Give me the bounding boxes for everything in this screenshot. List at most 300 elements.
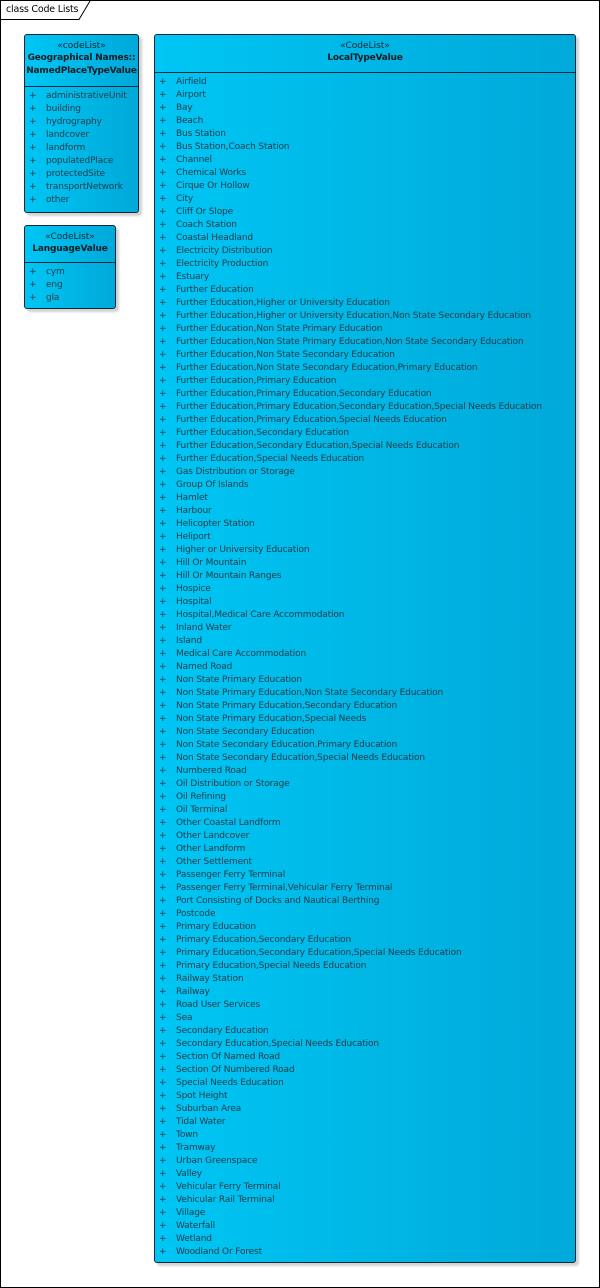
public-visibility-icon: +	[29, 169, 37, 179]
diagram-frame-tab	[1, 1, 91, 19]
attribute-name: Secondary Education	[176, 1026, 269, 1036]
attribute-name: Tramway	[176, 1143, 216, 1153]
public-visibility-icon: +	[159, 233, 167, 243]
public-visibility-icon: +	[159, 181, 167, 191]
attribute-row[interactable]	[155, 674, 575, 687]
attribute-row[interactable]	[155, 1090, 575, 1103]
attribute-row[interactable]	[155, 726, 575, 739]
attribute-name: Port Consisting of Docks and Nautical Berthing	[176, 896, 380, 906]
public-visibility-icon: +	[159, 1039, 167, 1049]
attribute-row[interactable]	[155, 570, 575, 583]
attribute-row[interactable]	[155, 453, 575, 466]
public-visibility-icon: +	[159, 870, 167, 880]
public-visibility-icon: +	[159, 701, 167, 711]
attribute-row[interactable]	[155, 323, 575, 336]
public-visibility-icon: +	[29, 293, 37, 303]
public-visibility-icon: +	[159, 376, 167, 386]
attribute-row[interactable]	[155, 1038, 575, 1051]
public-visibility-icon: +	[159, 168, 167, 178]
attribute-name: Non State Primary Education,Secondary Education	[176, 701, 398, 711]
attribute-row[interactable]	[155, 817, 575, 830]
attribute-row[interactable]	[155, 1207, 575, 1220]
attribute-name: Village	[176, 1208, 206, 1218]
public-visibility-icon: +	[159, 428, 167, 438]
attribute-row[interactable]	[25, 181, 138, 194]
attribute-row[interactable]	[155, 128, 575, 141]
public-visibility-icon: +	[159, 363, 167, 373]
public-visibility-icon: +	[159, 77, 167, 87]
attribute-name: Numbered Road	[176, 766, 247, 776]
attribute-list	[155, 73, 575, 1259]
attribute-row[interactable]	[155, 856, 575, 869]
attribute-row[interactable]	[155, 921, 575, 934]
attribute-row[interactable]	[155, 700, 575, 713]
public-visibility-icon: +	[29, 156, 37, 166]
public-visibility-icon: +	[159, 636, 167, 646]
public-visibility-icon: +	[29, 280, 37, 290]
attribute-name: Other Landform	[176, 844, 246, 854]
public-visibility-icon: +	[159, 493, 167, 503]
attribute-name: populatedPlace	[46, 156, 114, 166]
public-visibility-icon: +	[29, 130, 37, 140]
attribute-name: Further Education,Higher or University Education	[176, 298, 390, 308]
public-visibility-icon: +	[159, 506, 167, 516]
attribute-row[interactable]	[155, 973, 575, 986]
attribute-row[interactable]	[25, 194, 138, 207]
attribute-name: Island	[176, 636, 202, 646]
attribute-row[interactable]	[155, 388, 575, 401]
attribute-name: Section Of Numbered Road	[176, 1065, 295, 1075]
attribute-name: Further Education,Secondary Education	[176, 428, 349, 438]
attribute-row[interactable]	[155, 154, 575, 167]
attribute-row[interactable]	[155, 193, 575, 206]
attribute-row[interactable]	[155, 1103, 575, 1116]
class-local-type-value[interactable]	[154, 34, 576, 1263]
public-visibility-icon: +	[159, 1013, 167, 1023]
public-visibility-icon: +	[159, 974, 167, 984]
public-visibility-icon: +	[159, 220, 167, 230]
public-visibility-icon: +	[159, 675, 167, 685]
attribute-row[interactable]	[155, 609, 575, 622]
public-visibility-icon: +	[159, 415, 167, 425]
class-name: LocalTypeValue	[327, 53, 403, 63]
public-visibility-icon: +	[159, 584, 167, 594]
attribute-row[interactable]	[155, 661, 575, 674]
attribute-row[interactable]	[155, 1129, 575, 1142]
attribute-row[interactable]	[155, 999, 575, 1012]
attribute-row[interactable]	[155, 401, 575, 414]
attribute-name: Hamlet	[176, 493, 208, 503]
attribute-name: Section Of Named Road	[176, 1052, 280, 1062]
public-visibility-icon: +	[159, 844, 167, 854]
public-visibility-icon: +	[159, 272, 167, 282]
attribute-row[interactable]	[155, 934, 575, 947]
attribute-name: Non State Secondary Education,Primary Education	[176, 740, 398, 750]
public-visibility-icon: +	[159, 909, 167, 919]
attribute-row[interactable]	[155, 1181, 575, 1194]
class-header	[155, 35, 575, 73]
public-visibility-icon: +	[159, 298, 167, 308]
attribute-name: Beach	[176, 116, 204, 126]
attribute-name: Gas Distribution or Storage	[176, 467, 295, 477]
public-visibility-icon: +	[159, 285, 167, 295]
attribute-row[interactable]	[155, 622, 575, 635]
public-visibility-icon: +	[159, 441, 167, 451]
attribute-row[interactable]	[155, 1233, 575, 1246]
attribute-name: Further Education	[176, 285, 254, 295]
attribute-row[interactable]	[25, 142, 138, 155]
attribute-name: Secondary Education,Special Needs Education	[176, 1039, 379, 1049]
attribute-row[interactable]	[155, 869, 575, 882]
public-visibility-icon: +	[159, 896, 167, 906]
attribute-name: Airfield	[176, 77, 207, 87]
attribute-name: Valley	[176, 1169, 202, 1179]
attribute-name: Sea	[176, 1013, 193, 1023]
public-visibility-icon: +	[159, 1117, 167, 1127]
attribute-name: Special Needs Education	[176, 1078, 284, 1088]
attribute-list	[25, 263, 115, 305]
class-language-value[interactable]	[24, 225, 116, 309]
attribute-name: Hill Or Mountain	[176, 558, 247, 568]
attribute-name: Harbour	[176, 506, 212, 516]
public-visibility-icon: +	[159, 831, 167, 841]
attribute-row[interactable]	[155, 466, 575, 479]
attribute-name: Further Education,Non State Secondary Education	[176, 350, 395, 360]
public-visibility-icon: +	[159, 948, 167, 958]
attribute-name: Oil Refining	[176, 792, 226, 802]
attribute-name: Estuary	[176, 272, 210, 282]
public-visibility-icon: +	[159, 766, 167, 776]
attribute-row[interactable]	[155, 492, 575, 505]
attribute-row[interactable]	[25, 103, 138, 116]
class-header	[25, 226, 115, 263]
diagram-title: class Code Lists	[6, 4, 79, 15]
attribute-row[interactable]	[155, 518, 575, 531]
attribute-row[interactable]	[155, 375, 575, 388]
attribute-list	[25, 87, 138, 207]
attribute-name: Woodland Or Forest	[176, 1247, 262, 1257]
public-visibility-icon: +	[159, 129, 167, 139]
public-visibility-icon: +	[159, 454, 167, 464]
attribute-row[interactable]	[155, 1012, 575, 1025]
attribute-name: cym	[46, 267, 65, 277]
public-visibility-icon: +	[159, 1169, 167, 1179]
attribute-row[interactable]	[25, 292, 115, 305]
public-visibility-icon: +	[159, 1208, 167, 1218]
stereotype-label: «CodeList»	[340, 41, 390, 51]
attribute-name: Other Settlement	[176, 857, 252, 867]
attribute-name: Hill Or Mountain Ranges	[176, 571, 282, 581]
attribute-row[interactable]	[155, 739, 575, 752]
attribute-name: Passenger Ferry Terminal,Vehicular Ferry Terminal	[176, 883, 393, 893]
attribute-row[interactable]	[155, 271, 575, 284]
attribute-row[interactable]	[155, 713, 575, 726]
attribute-name: building	[46, 104, 81, 114]
public-visibility-icon: +	[159, 194, 167, 204]
attribute-row[interactable]	[155, 297, 575, 310]
public-visibility-icon: +	[159, 1234, 167, 1244]
attribute-name: Coastal Headland	[176, 233, 253, 243]
attribute-name: Non State Primary Education,Non State Secondary Education	[176, 688, 444, 698]
attribute-row[interactable]	[155, 687, 575, 700]
attribute-row[interactable]	[155, 544, 575, 557]
attribute-row[interactable]	[155, 102, 575, 115]
class-named-place-type-value[interactable]	[24, 34, 139, 213]
attribute-name: Railway	[176, 987, 210, 997]
public-visibility-icon: +	[159, 1143, 167, 1153]
attribute-name: Group Of Islands	[176, 480, 249, 490]
attribute-name: Cirque Or Hollow	[176, 181, 250, 191]
attribute-name: administrativeUnit	[46, 91, 127, 101]
attribute-row[interactable]	[155, 167, 575, 180]
attribute-name: Suburban Area	[176, 1104, 242, 1114]
class-name: LanguageValue	[32, 244, 108, 254]
public-visibility-icon: +	[159, 337, 167, 347]
attribute-row[interactable]	[155, 1077, 575, 1090]
attribute-name: Non State Secondary Education	[176, 727, 315, 737]
attribute-row[interactable]	[155, 414, 575, 427]
attribute-row[interactable]	[155, 557, 575, 570]
attribute-name: Wetland	[176, 1234, 212, 1244]
attribute-row[interactable]	[155, 336, 575, 349]
attribute-row[interactable]	[155, 1220, 575, 1233]
attribute-name: Medical Care Accommodation	[176, 649, 307, 659]
attribute-name: Non State Primary Education,Special Needs	[176, 714, 367, 724]
attribute-name: Named Road	[176, 662, 233, 672]
attribute-row[interactable]	[155, 596, 575, 609]
attribute-name: Higher or University Education	[176, 545, 310, 555]
attribute-row[interactable]	[155, 310, 575, 323]
attribute-row[interactable]	[155, 427, 575, 440]
attribute-name: Coach Station	[176, 220, 237, 230]
attribute-name: transportNetwork	[46, 182, 123, 192]
public-visibility-icon: +	[159, 753, 167, 763]
public-visibility-icon: +	[159, 1221, 167, 1231]
attribute-row[interactable]	[155, 284, 575, 297]
attribute-row[interactable]	[155, 895, 575, 908]
attribute-row[interactable]	[25, 129, 138, 142]
attribute-name: Postcode	[176, 909, 216, 919]
attribute-name: Heliport	[176, 532, 211, 542]
public-visibility-icon: +	[159, 402, 167, 412]
attribute-row[interactable]	[155, 804, 575, 817]
attribute-name: Bus Station	[176, 129, 226, 139]
attribute-row[interactable]	[155, 752, 575, 765]
attribute-row[interactable]	[155, 1025, 575, 1038]
attribute-row[interactable]	[25, 168, 138, 181]
attribute-row[interactable]	[155, 830, 575, 843]
attribute-row[interactable]	[155, 960, 575, 973]
attribute-row[interactable]	[155, 76, 575, 89]
attribute-row[interactable]	[155, 791, 575, 804]
attribute-row[interactable]	[155, 1155, 575, 1168]
attribute-name: Cliff Or Slope	[176, 207, 233, 217]
attribute-name: Urban Greenspace	[176, 1156, 258, 1166]
public-visibility-icon: +	[159, 350, 167, 360]
attribute-row[interactable]	[155, 362, 575, 375]
attribute-name: Channel	[176, 155, 212, 165]
attribute-name: eng	[46, 280, 63, 290]
public-visibility-icon: +	[159, 571, 167, 581]
attribute-name: Electricity Distribution	[176, 246, 273, 256]
public-visibility-icon: +	[159, 1130, 167, 1140]
public-visibility-icon: +	[159, 1078, 167, 1088]
attribute-name: hydrography	[46, 117, 102, 127]
attribute-row[interactable]	[155, 1142, 575, 1155]
attribute-row[interactable]	[155, 232, 575, 245]
public-visibility-icon: +	[159, 740, 167, 750]
attribute-name: Hospital,Medical Care Accommodation	[176, 610, 345, 620]
attribute-name: Primary Education,Secondary Education	[176, 935, 352, 945]
public-visibility-icon: +	[159, 1195, 167, 1205]
attribute-name: Electricity Production	[176, 259, 269, 269]
attribute-name: Primary Education	[176, 922, 256, 932]
stereotype-label: «CodeList»	[45, 232, 95, 242]
attribute-row[interactable]	[155, 219, 575, 232]
attribute-row[interactable]	[155, 947, 575, 960]
public-visibility-icon: +	[159, 207, 167, 217]
public-visibility-icon: +	[159, 961, 167, 971]
public-visibility-icon: +	[159, 1065, 167, 1075]
attribute-row[interactable]	[155, 245, 575, 258]
attribute-name: Other Landcover	[176, 831, 250, 841]
attribute-row[interactable]	[155, 635, 575, 648]
attribute-name: Tidal Water	[176, 1117, 226, 1127]
attribute-row[interactable]	[155, 1168, 575, 1181]
attribute-row[interactable]	[155, 778, 575, 791]
attribute-row[interactable]	[155, 115, 575, 128]
public-visibility-icon: +	[159, 714, 167, 724]
attribute-name: Vehicular Ferry Terminal	[176, 1182, 281, 1192]
attribute-row[interactable]	[155, 505, 575, 518]
attribute-row[interactable]	[155, 986, 575, 999]
public-visibility-icon: +	[159, 90, 167, 100]
attribute-row[interactable]	[155, 1194, 575, 1207]
attribute-name: Further Education,Non State Primary Education,Non State Secondary Education	[176, 337, 524, 347]
attribute-row[interactable]	[25, 279, 115, 292]
attribute-row[interactable]	[155, 531, 575, 544]
attribute-name: City	[176, 194, 194, 204]
attribute-name: Hospital	[176, 597, 212, 607]
public-visibility-icon: +	[159, 597, 167, 607]
attribute-row[interactable]	[25, 155, 138, 168]
attribute-name: Further Education,Primary Education,Special Needs Education	[176, 415, 447, 425]
attribute-name: Further Education,Higher or University Education,Non State Secondary Education	[176, 311, 531, 321]
public-visibility-icon: +	[159, 324, 167, 334]
attribute-name: Non State Secondary Education,Special Needs Education	[176, 753, 425, 763]
class-name-line2: NamedPlaceTypeValue	[26, 66, 137, 76]
public-visibility-icon: +	[159, 545, 167, 555]
public-visibility-icon: +	[159, 311, 167, 321]
attribute-row[interactable]	[155, 765, 575, 778]
attribute-name: other	[46, 195, 70, 205]
public-visibility-icon: +	[159, 389, 167, 399]
public-visibility-icon: +	[159, 532, 167, 542]
public-visibility-icon: +	[159, 727, 167, 737]
public-visibility-icon: +	[159, 558, 167, 568]
attribute-row[interactable]	[25, 90, 138, 103]
public-visibility-icon: +	[159, 1091, 167, 1101]
attribute-name: Inland Water	[176, 623, 232, 633]
attribute-name: Bus Station,Coach Station	[176, 142, 290, 152]
public-visibility-icon: +	[159, 259, 167, 269]
attribute-row[interactable]	[155, 349, 575, 362]
public-visibility-icon: +	[159, 883, 167, 893]
attribute-name: Other Coastal Landform	[176, 818, 281, 828]
public-visibility-icon: +	[29, 195, 37, 205]
attribute-row[interactable]	[155, 1051, 575, 1064]
attribute-row[interactable]	[155, 1064, 575, 1077]
public-visibility-icon: +	[159, 1182, 167, 1192]
attribute-name: Helicopter Station	[176, 519, 255, 529]
attribute-name: protectedSite	[46, 169, 105, 179]
attribute-row[interactable]	[25, 116, 138, 129]
public-visibility-icon: +	[159, 922, 167, 932]
attribute-name: Further Education,Non State Primary Education	[176, 324, 383, 334]
class-header	[25, 35, 138, 87]
public-visibility-icon: +	[159, 623, 167, 633]
public-visibility-icon: +	[159, 246, 167, 256]
public-visibility-icon: +	[29, 143, 37, 153]
attribute-name: Primary Education,Secondary Education,Special Needs Education	[176, 948, 462, 958]
attribute-name: Passenger Ferry Terminal	[176, 870, 286, 880]
attribute-row[interactable]	[155, 479, 575, 492]
attribute-row[interactable]	[25, 266, 115, 279]
attribute-name: landform	[46, 143, 86, 153]
attribute-row[interactable]	[155, 89, 575, 102]
public-visibility-icon: +	[159, 142, 167, 152]
public-visibility-icon: +	[159, 467, 167, 477]
attribute-row[interactable]	[155, 648, 575, 661]
attribute-row[interactable]	[155, 440, 575, 453]
public-visibility-icon: +	[29, 104, 37, 114]
attribute-row[interactable]	[155, 908, 575, 921]
attribute-name: Railway Station	[176, 974, 244, 984]
attribute-row[interactable]	[155, 1246, 575, 1259]
public-visibility-icon: +	[159, 610, 167, 620]
attribute-row[interactable]	[155, 180, 575, 193]
attribute-name: Airport	[176, 90, 206, 100]
public-visibility-icon: +	[159, 1052, 167, 1062]
attribute-name: Vehicular Rail Terminal	[176, 1195, 275, 1205]
attribute-row[interactable]	[155, 843, 575, 856]
attribute-name: Primary Education,Special Needs Education	[176, 961, 367, 971]
class-name-line1: Geographical Names::	[27, 53, 136, 63]
attribute-row[interactable]	[155, 1116, 575, 1129]
attribute-row[interactable]	[155, 882, 575, 895]
attribute-name: Further Education,Special Needs Education	[176, 454, 365, 464]
attribute-row[interactable]	[155, 583, 575, 596]
attribute-name: Hospice	[176, 584, 211, 594]
public-visibility-icon: +	[29, 182, 37, 192]
attribute-row[interactable]	[155, 258, 575, 271]
public-visibility-icon: +	[159, 103, 167, 113]
attribute-name: Road User Services	[176, 1000, 261, 1010]
public-visibility-icon: +	[159, 818, 167, 828]
attribute-name: Town	[176, 1130, 198, 1140]
attribute-name: Further Education,Non State Secondary Education,Primary Education	[176, 363, 478, 373]
public-visibility-icon: +	[29, 91, 37, 101]
public-visibility-icon: +	[159, 519, 167, 529]
attribute-row[interactable]	[155, 141, 575, 154]
attribute-name: Waterfall	[176, 1221, 215, 1231]
public-visibility-icon: +	[159, 1000, 167, 1010]
attribute-row[interactable]	[155, 206, 575, 219]
attribute-name: Spot Height	[176, 1091, 228, 1101]
attribute-name: gla	[46, 293, 60, 303]
attribute-name: Chemical Works	[176, 168, 246, 178]
public-visibility-icon: +	[159, 805, 167, 815]
